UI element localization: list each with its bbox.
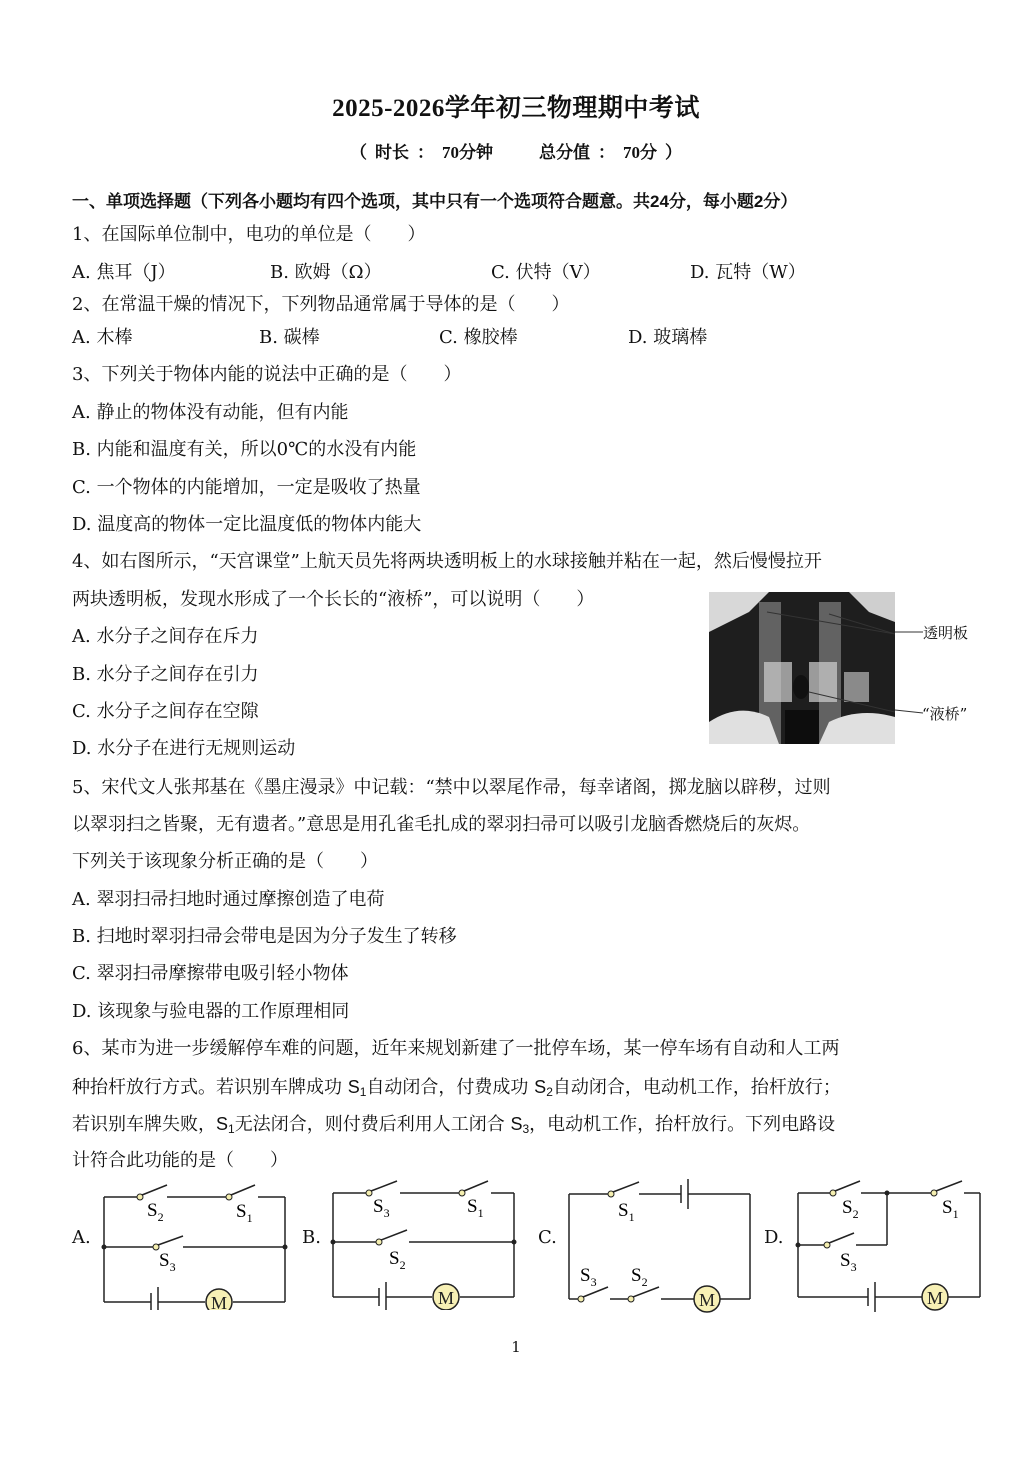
label-transparent-plate: 透明板 <box>923 624 969 642</box>
svg-text:M: M <box>437 1288 455 1308</box>
circuit-d-label[interactable]: D. <box>764 1227 784 1248</box>
question-2-stem: 2、在常温干燥的情况下，下列物品通常属于导体的是（ ） <box>72 294 570 315</box>
circuit-diagram-a[interactable] <box>95 1180 305 1310</box>
question-6-stem-line-2 <box>72 1076 841 1103</box>
question-5-stem-line-1: 5、宋代文人张邦基在《墨庄漫录》中记载：“禁中以翠尾作帚，每幸诸阁，掷龙脑以辟秽，过则 <box>72 777 831 798</box>
question-6-stem-line-3 <box>72 1113 835 1140</box>
q6-text: 自动闭合，付费成功 <box>366 1077 535 1098</box>
q4-option-b[interactable]: B. 水分子之间存在引力 <box>72 664 259 685</box>
question-4-stem-line-1: 4、如右图所示，“天宫课堂”上航天员先将两块透明板上的水球接触并粘在一起，然后慢慢拉开 <box>72 551 822 572</box>
svg-text:S1: $S_1$ <box>236 1201 253 1225</box>
q6-text: 种抬杆放行方式。若识别车牌成功 <box>72 1077 348 1098</box>
q4-option-c[interactable]: C. 水分子之间存在空隙 <box>72 701 259 722</box>
circuit-diagram-b[interactable] <box>325 1180 530 1310</box>
svg-text:S1: $S_1$ <box>942 1197 959 1221</box>
q6-text: 自动闭合，电动机工作，抬杆放行； <box>552 1077 841 1098</box>
question-6-stem-line-4: 计符合此功能的是（ ） <box>72 1150 288 1171</box>
q3-option-c[interactable]: C. 一个物体的内能增加，一定是吸收了热量 <box>72 477 421 498</box>
svg-text:S2: $S_2$ <box>631 1265 648 1289</box>
s-letter: S <box>534 1077 547 1097</box>
svg-text:S2: $S_2$ <box>147 1200 164 1224</box>
duration-label: 时长 <box>375 143 409 162</box>
q5-option-b[interactable]: B. 扫地时翠羽扫帚会带电是因为分子发生了转移 <box>72 926 457 947</box>
q3-option-b[interactable]: B. 内能和温度有关，所以0℃的水没有内能 <box>72 439 417 460</box>
circuit-b-label[interactable]: B. <box>302 1227 321 1248</box>
liquid-bridge-photo-graphic <box>709 592 895 744</box>
liquid-bridge-photo <box>709 592 895 744</box>
q2-option-b[interactable]: B. 碳棒 <box>259 327 320 348</box>
duration-value: 70分钟 <box>442 143 493 162</box>
svg-text:S3: $S_3$ <box>840 1250 857 1274</box>
q3-option-d[interactable]: D. 温度高的物体一定比温度低的物体内能大 <box>72 514 422 535</box>
svg-text:S3: $S_3$ <box>580 1265 597 1289</box>
q1-option-a[interactable]: A. 焦耳（J） <box>72 262 176 283</box>
total-label: 总分值 <box>539 143 590 162</box>
question-6-stem-line-1: 6、某市为进一步缓解停车难的问题，近年来规划新建了一批停车场，某一停车场有自动和人工两 <box>72 1038 840 1059</box>
s-subscript: 2 <box>546 1085 553 1099</box>
switch-s2-ref <box>534 1077 553 1097</box>
q2-option-a[interactable]: A. 木棒 <box>72 327 133 348</box>
s-subscript: 3 <box>522 1122 530 1136</box>
circuit-diagram-c[interactable] <box>560 1175 760 1315</box>
question-5-stem-line-3: 下列关于该现象分析正确的是（ ） <box>72 851 378 872</box>
svg-text:S2: $S_2$ <box>842 1197 859 1221</box>
q2-option-c[interactable]: C. 橡胶棒 <box>439 327 518 348</box>
question-5-stem-line-2: 以翠羽扫之皆聚，无有遗者。”意思是用孔雀毛扎成的翠羽扫帚可以吸引龙脑香燃烧后的灰烬。 <box>72 814 811 835</box>
q2-option-d[interactable]: D. 玻璃棒 <box>628 327 708 348</box>
switch-s1-ref <box>348 1077 367 1097</box>
exam-subtitle: （ 时长 ： 70分钟 总分值 ： 70分 ） <box>350 143 682 162</box>
s-subscript: 1 <box>228 1122 235 1136</box>
q6-text: 若识别车牌失败， <box>72 1114 216 1135</box>
svg-text:S3: $S_3$ <box>159 1250 176 1274</box>
circuit-c-label[interactable]: C. <box>538 1227 557 1248</box>
question-3-stem: 3、下列关于物体内能的说法中正确的是（ ） <box>72 364 462 385</box>
label-liquid-bridge: “液桥” <box>922 705 968 723</box>
svg-text:M: M <box>698 1290 716 1310</box>
svg-text:S2: $S_2$ <box>389 1248 406 1272</box>
q3-option-a[interactable]: A. 静止的物体没有动能，但有内能 <box>72 402 349 423</box>
section-heading: 一、单项选择题（下列各小题均有四个选项，其中只有一个选项符合题意。共24分，每小题2分） <box>72 192 798 211</box>
svg-text:S3: $S_3$ <box>373 1196 390 1220</box>
svg-text:M: M <box>926 1288 944 1308</box>
q6-text: 无法闭合，则付费后利用人工闭合 <box>234 1114 511 1135</box>
switch-s1-ref <box>216 1114 235 1134</box>
switch-s3-ref <box>510 1114 529 1134</box>
q6-text: ，电动机工作，抬杆放行。下列电路设 <box>529 1114 836 1135</box>
circuit-diagram-d[interactable] <box>790 1175 990 1315</box>
q1-option-b[interactable]: B. 欧姆（Ω） <box>270 262 382 283</box>
s-letter: S <box>347 1077 360 1097</box>
q1-option-d[interactable]: D. 瓦特（W） <box>690 262 806 283</box>
callout-lines <box>895 620 925 720</box>
s-letter: S <box>510 1114 523 1134</box>
q5-option-d[interactable]: D. 该现象与验电器的工作原理相同 <box>72 1001 350 1022</box>
s-subscript: 1 <box>359 1085 367 1099</box>
s-letter: S <box>216 1114 229 1134</box>
q1-option-c[interactable]: C. 伏特（V） <box>491 262 601 283</box>
svg-text:S1: $S_1$ <box>467 1196 484 1220</box>
circuit-a-label[interactable]: A. <box>72 1227 91 1248</box>
total-value: 70分 <box>623 143 657 162</box>
page-number: 1 <box>511 1338 521 1356</box>
exam-title: 2025-2026学年初三物理期中考试 <box>332 95 700 122</box>
svg-text:S1: $S_1$ <box>618 1200 635 1224</box>
q5-option-a[interactable]: A. 翠羽扫帚扫地时通过摩擦创造了电荷 <box>72 889 385 910</box>
q4-option-d[interactable]: D. 水分子在进行无规则运动 <box>72 738 296 759</box>
question-4-stem-line-2: 两块透明板，发现水形成了一个长长的“液桥”，可以说明（ ） <box>72 589 595 610</box>
q4-option-a[interactable]: A. 水分子之间存在斥力 <box>72 626 259 647</box>
q5-option-c[interactable]: C. 翠羽扫帚摩擦带电吸引轻小物体 <box>72 963 349 984</box>
svg-text:M: M <box>210 1293 228 1310</box>
question-1-stem: 1、在国际单位制中，电功的单位是（ ） <box>72 224 426 245</box>
